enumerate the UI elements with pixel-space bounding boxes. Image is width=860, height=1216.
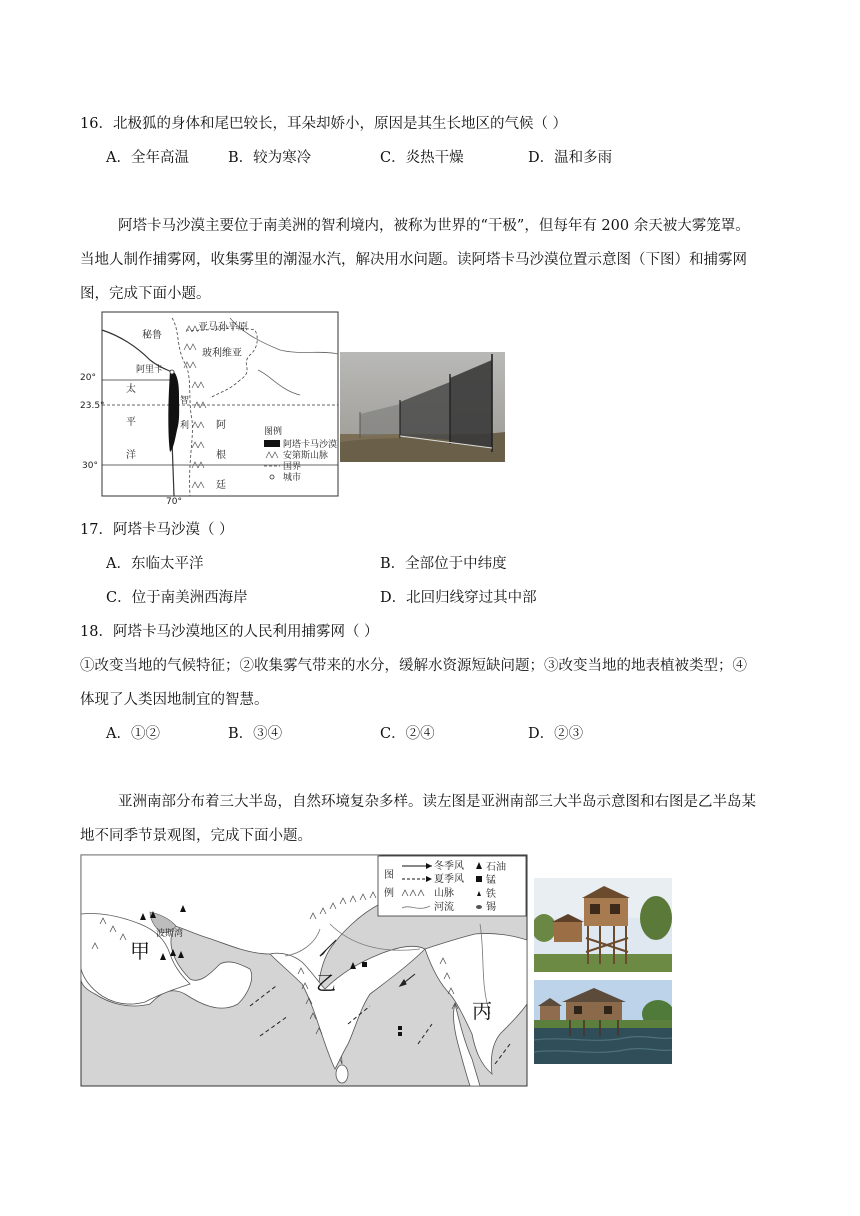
label-arica: 阿里卡 — [136, 365, 164, 375]
stilt-house-dry-season-photo — [534, 878, 672, 972]
q16-option-c: C．炎热干燥 — [380, 150, 464, 166]
lat-label-30: 30° — [82, 461, 98, 471]
q18-option-c: C．②④ — [380, 726, 435, 742]
q17-option-b: B．全部位于中纬度 — [380, 556, 507, 572]
lon-label-70: 70° — [166, 497, 182, 507]
label-jia: 甲 — [130, 939, 150, 963]
label-chile-2: 利 — [180, 421, 190, 431]
passage1-line3: 图，完成下面小题。 — [80, 286, 211, 302]
label-argentina-3: 廷 — [216, 480, 226, 491]
q17-option-d: D．北回归线穿过其中部 — [380, 590, 537, 606]
q17-stem: 17．阿塔卡马沙漠（ ） — [80, 522, 234, 538]
passage2-line2: 地不同季节景观图，完成下面小题。 — [80, 828, 312, 844]
stilt-house-wet-season-photo — [534, 980, 672, 1064]
passage1-line1: 阿塔卡马沙漠主要位于南美洲的智利境内，被称为世界的“干极”，但每年有 200 余天被大雾笼罩。 — [118, 218, 750, 234]
q16-stem: 16．北极狐的身体和尾巴较长，耳朵却娇小，原因是其生长地区的气候（ ） — [80, 116, 568, 132]
label-amazon-plain: 亚马孙平原 — [198, 322, 248, 333]
lat-label-23-5: 23.5° — [80, 401, 105, 411]
q16-option-d: D．温和多雨 — [528, 150, 613, 166]
legend-oil: 石油 — [486, 862, 506, 873]
label-pacific-2: 平 — [126, 417, 136, 428]
label-peru: 秘鲁 — [142, 330, 162, 341]
q18-statement-line1: ①改变当地的气候特征；②收集雾气带来的水分，缓解水资源短缺问题；③改变当地的地表植被类型；④ — [80, 658, 747, 674]
legend-rivers: 河流 — [434, 902, 454, 913]
lat-label-20: 20° — [80, 373, 96, 383]
label-pacific-1: 太 — [126, 384, 136, 395]
legend-winter-monsoon: 冬季风 — [434, 861, 464, 872]
label-bolivia: 玻利维亚 — [202, 348, 242, 359]
q17-option-a: A．东临太平洋 — [106, 556, 204, 572]
legend-summer-monsoon: 夏季风 — [434, 874, 464, 885]
legend-title: 图例 — [264, 427, 283, 437]
legend-iron: 铁 — [486, 889, 496, 900]
legend-manganese: 锰 — [486, 875, 496, 886]
q16-option-b: B．较为寒冷 — [228, 150, 312, 166]
legend-tin: 锡 — [486, 902, 496, 913]
label-yi: 乙 — [316, 971, 336, 995]
q18-option-a: A．①② — [106, 726, 160, 742]
legend-title-2: 例 — [384, 888, 394, 899]
q17-option-c: C．位于南美洲西海岸 — [106, 590, 248, 606]
legend-desert: 阿塔卡马沙漠 — [283, 440, 338, 450]
map2-legend — [378, 856, 526, 916]
legend-city: 城市 — [283, 473, 302, 483]
label-chile-1: 智 — [180, 396, 190, 406]
q18-statement-line2: 体现了人类因地制宜的智慧。 — [80, 692, 269, 708]
passage1-line2: 当地人制作捕雾网，收集雾里的潮湿水汽，解决用水问题。读阿塔卡马沙漠位置示意图（下图）和捕雾网 — [80, 252, 747, 268]
q18-stem: 18．阿塔卡马沙漠地区的人民利用捕雾网（ ） — [80, 624, 379, 640]
fog-net-photo — [340, 352, 505, 462]
q18-option-d: D．②③ — [528, 726, 584, 742]
label-pacific-3: 洋 — [126, 450, 136, 461]
q16-option-a: A．全年高温 — [106, 150, 189, 166]
atacama-location-map — [80, 310, 342, 508]
legend-title-1: 图 — [384, 870, 394, 881]
label-persian-gulf: 波斯湾 — [156, 929, 184, 939]
passage2-line1: 亚洲南部分布着三大半岛，自然环境复杂多样。读左图是亚洲南部三大半岛示意图和右图是乙半岛某 — [118, 794, 756, 810]
label-argentina-1: 阿 — [216, 420, 226, 431]
legend-border: 国界 — [283, 462, 302, 472]
legend-mountains: 山脉 — [434, 888, 454, 899]
q18-option-b: B．③④ — [228, 726, 283, 742]
label-bing: 丙 — [472, 999, 492, 1023]
label-argentina-2: 根 — [216, 450, 226, 461]
south-asia-peninsulas-map — [80, 854, 528, 1088]
legend-andes: 安第斯山脉 — [283, 451, 329, 461]
